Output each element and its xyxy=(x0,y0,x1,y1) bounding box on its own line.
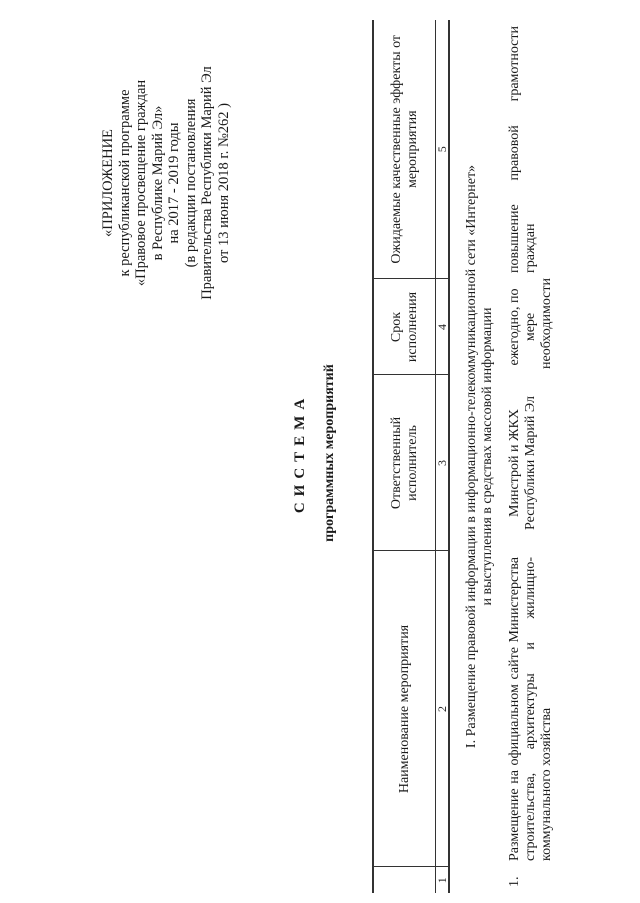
appendix-line: от 13 июня 2018 г. №262 ) xyxy=(215,102,232,264)
document-subtitle: программных мероприятий xyxy=(322,364,337,542)
appendix-line: в Республике Марий Эл» xyxy=(149,105,166,261)
appendix-line: Правительства Республики Марий Эл xyxy=(199,66,215,300)
row-term: ежегодно, по мере необходимости xyxy=(507,277,554,369)
column-number: 5 xyxy=(436,20,450,279)
measures-table xyxy=(372,20,558,893)
row-name: Размещение на официальном сайте Министерства строительства, архитектуры и жилищно-коммунального хозяйства xyxy=(507,557,554,861)
row-executor: Минстрой и ЖКХ Республики Марий Эл xyxy=(507,396,538,530)
column-number: 2 xyxy=(436,551,450,867)
appendix-line: (в редакции постановления xyxy=(182,98,199,268)
column-number: 3 xyxy=(436,375,450,551)
header-cell-executor: Ответственный исполнитель xyxy=(373,375,436,551)
section-heading-line: и выступления в средствах массовой информации xyxy=(480,307,495,606)
row-effect: повышение правовой грамотности граждан xyxy=(507,26,538,273)
section-heading-row xyxy=(449,20,504,893)
appendix-line: к республиканской программе xyxy=(116,89,133,277)
column-number: 4 xyxy=(436,279,450,375)
appendix-block xyxy=(100,33,232,333)
appendix-line: «ПРИЛОЖЕНИЕ xyxy=(100,129,116,237)
document-title: СИСТЕМА xyxy=(292,392,308,514)
appendix-line: «Правовое просвещение граждан xyxy=(133,79,149,287)
header-cell-name: Наименование мероприятия xyxy=(373,551,436,867)
table-header-row xyxy=(373,20,436,893)
section-heading xyxy=(449,20,504,893)
section-heading-line: I. Размещение правовой информации в информационно-телекоммуникационной сети «Интернет» xyxy=(464,164,479,749)
header-cell-num xyxy=(373,867,436,893)
column-number: 1 xyxy=(436,867,450,893)
appendix-line: на 2017 - 2019 годы xyxy=(166,122,182,244)
header-cell-effect: Ожидаемые качественные эффекты от мероприятия xyxy=(373,20,436,279)
column-numbers-row xyxy=(436,20,450,893)
row-number: 1. xyxy=(507,876,522,887)
header-cell-term: Срок исполнения xyxy=(373,279,436,375)
table-row xyxy=(504,20,558,893)
